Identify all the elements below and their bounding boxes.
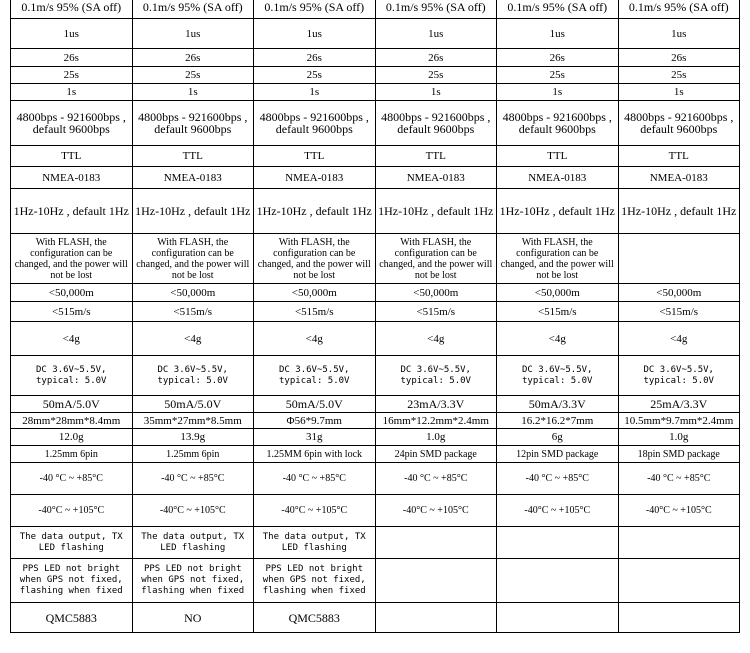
spec-cell-col-6: <50,000m	[618, 284, 740, 302]
spec-cell-col-6	[618, 559, 740, 603]
spec-cell-col-6: 25s	[618, 67, 740, 84]
spec-cell-col-5: -40 °C ~ +85°C	[497, 463, 619, 495]
spec-cell-col-2: -40 °C ~ +85°C	[132, 463, 254, 495]
spec-cell-col-3: 26s	[254, 49, 376, 67]
spec-cell-col-2: 1Hz-10Hz , default 1Hz	[132, 189, 254, 234]
spec-cell-col-3: <515m/s	[254, 302, 376, 322]
spec-cell-col-1: The data output, TX LED flashing	[11, 527, 133, 559]
spec-cell-col-5: 4800bps - 921600bps , default 9600bps	[497, 101, 619, 146]
spec-cell-col-2: 13.9g	[132, 429, 254, 446]
spec-cell-col-6: 1us	[618, 19, 740, 49]
spec-cell-col-1: QMC5883	[11, 603, 133, 633]
spec-cell-col-1: 25s	[11, 67, 133, 84]
spec-cell-col-1: 1s	[11, 84, 133, 101]
spec-table-body	[11, 0, 740, 633]
spec-cell-col-5: 1Hz-10Hz , default 1Hz	[497, 189, 619, 234]
spec-row	[11, 84, 740, 101]
spec-cell-col-4: 0.1m/s 95% (SA off)	[375, 0, 497, 19]
spec-cell-col-5: 25s	[497, 67, 619, 84]
spec-cell-col-6: -40 °C ~ +85°C	[618, 463, 740, 495]
spec-cell-col-4: 16mm*12.2mm*2.4mm	[375, 413, 497, 429]
spec-cell-col-2: 1.25mm 6pin	[132, 446, 254, 463]
spec-cell-col-3: 1us	[254, 19, 376, 49]
spec-cell-col-6: 1Hz-10Hz , default 1Hz	[618, 189, 740, 234]
spec-cell-col-2: NMEA-0183	[132, 167, 254, 189]
spec-cell-col-2: 25s	[132, 67, 254, 84]
spec-cell-col-4: <50,000m	[375, 284, 497, 302]
spec-cell-col-2: 0.1m/s 95% (SA off)	[132, 0, 254, 19]
spec-cell-col-5	[497, 603, 619, 633]
spec-cell-col-1: 1us	[11, 19, 133, 49]
spec-cell-col-4: 24pin SMD package	[375, 446, 497, 463]
spec-cell-col-4	[375, 527, 497, 559]
spec-cell-col-1: DC 3.6V~5.5V, typical: 5.0V	[11, 356, 133, 396]
spec-cell-col-1: -40°C ~ +105°C	[11, 495, 133, 527]
spec-row	[11, 396, 740, 413]
spec-row	[11, 302, 740, 322]
spec-cell-col-3: 31g	[254, 429, 376, 446]
spec-cell-col-3: DC 3.6V~5.5V, typical: 5.0V	[254, 356, 376, 396]
spec-cell-col-5: 1us	[497, 19, 619, 49]
spec-cell-col-4: <515m/s	[375, 302, 497, 322]
spec-row	[11, 284, 740, 302]
spec-cell-col-4: NMEA-0183	[375, 167, 497, 189]
spec-cell-col-6	[618, 234, 740, 284]
spec-cell-col-6: 26s	[618, 49, 740, 67]
spec-cell-col-6: 25mA/3.3V	[618, 396, 740, 413]
spec-cell-col-5	[497, 559, 619, 603]
spec-cell-col-1: 4800bps - 921600bps , default 9600bps	[11, 101, 133, 146]
spec-cell-col-3: -40°C ~ +105°C	[254, 495, 376, 527]
spec-cell-col-3: NMEA-0183	[254, 167, 376, 189]
spec-cell-col-6	[618, 603, 740, 633]
spec-row	[11, 603, 740, 633]
spec-cell-col-2: 1s	[132, 84, 254, 101]
spec-row	[11, 234, 740, 284]
spec-row	[11, 356, 740, 396]
spec-cell-col-4: DC 3.6V~5.5V, typical: 5.0V	[375, 356, 497, 396]
spec-row	[11, 429, 740, 446]
spec-cell-col-3: 1s	[254, 84, 376, 101]
spec-cell-col-6: -40°C ~ +105°C	[618, 495, 740, 527]
spec-cell-col-6: 1.0g	[618, 429, 740, 446]
spec-row	[11, 19, 740, 49]
spec-cell-col-4: 1s	[375, 84, 497, 101]
spec-cell-col-2: The data output, TX LED flashing	[132, 527, 254, 559]
spec-cell-col-3: <4g	[254, 322, 376, 356]
spec-cell-col-1: PPS LED not bright when GPS not fixed, flashing when fixed	[11, 559, 133, 603]
spec-row	[11, 463, 740, 495]
spec-cell-col-1: <4g	[11, 322, 133, 356]
spec-cell-col-6: 4800bps - 921600bps , default 9600bps	[618, 101, 740, 146]
spec-cell-col-5: <4g	[497, 322, 619, 356]
spec-cell-col-2: -40°C ~ +105°C	[132, 495, 254, 527]
spec-cell-col-1: TTL	[11, 146, 133, 167]
spec-cell-col-2: 4800bps - 921600bps , default 9600bps	[132, 101, 254, 146]
spec-cell-col-3: 0.1m/s 95% (SA off)	[254, 0, 376, 19]
spec-cell-col-5: 1s	[497, 84, 619, 101]
spec-row	[11, 413, 740, 429]
spec-cell-col-1: 12.0g	[11, 429, 133, 446]
spec-cell-col-6: 18pin SMD package	[618, 446, 740, 463]
spec-cell-col-4	[375, 603, 497, 633]
spec-cell-col-2: PPS LED not bright when GPS not fixed, flashing when fixed	[132, 559, 254, 603]
spec-cell-col-2: 50mA/5.0V	[132, 396, 254, 413]
spec-cell-col-6: 10.5mm*9.7mm*2.4mm	[618, 413, 740, 429]
spec-cell-col-6: DC 3.6V~5.5V, typical: 5.0V	[618, 356, 740, 396]
spec-cell-col-4: 1.0g	[375, 429, 497, 446]
spec-row	[11, 67, 740, 84]
spec-cell-col-2: 1us	[132, 19, 254, 49]
spec-row	[11, 0, 740, 19]
spec-cell-col-2: <50,000m	[132, 284, 254, 302]
spec-cell-col-5: 50mA/3.3V	[497, 396, 619, 413]
spec-cell-col-6: TTL	[618, 146, 740, 167]
spec-cell-col-4: 26s	[375, 49, 497, 67]
spec-cell-col-4	[375, 559, 497, 603]
spec-row	[11, 101, 740, 146]
spec-cell-col-3: 1.25MM 6pin with lock	[254, 446, 376, 463]
spec-cell-col-5: 0.1m/s 95% (SA off)	[497, 0, 619, 19]
spec-cell-col-2: DC 3.6V~5.5V, typical: 5.0V	[132, 356, 254, 396]
spec-cell-col-2: With FLASH, the configuration can be changed, and the power will not be lost	[132, 234, 254, 284]
spec-row	[11, 167, 740, 189]
spec-cell-col-5	[497, 527, 619, 559]
spec-cell-col-1: 50mA/5.0V	[11, 396, 133, 413]
spec-cell-col-3: 1Hz-10Hz , default 1Hz	[254, 189, 376, 234]
spec-cell-col-5: 12pin SMD package	[497, 446, 619, 463]
spec-cell-col-4: With FLASH, the configuration can be changed, and the power will not be lost	[375, 234, 497, 284]
spec-cell-col-6: <4g	[618, 322, 740, 356]
spec-cell-col-5: 16.2*16.2*7mm	[497, 413, 619, 429]
spec-cell-col-1: <515m/s	[11, 302, 133, 322]
spec-cell-col-4: <4g	[375, 322, 497, 356]
spec-cell-col-4: -40°C ~ +105°C	[375, 495, 497, 527]
spec-cell-col-2: 35mm*27mm*8.5mm	[132, 413, 254, 429]
spec-cell-col-5: NMEA-0183	[497, 167, 619, 189]
spec-cell-col-4: 25s	[375, 67, 497, 84]
spec-cell-col-4: -40 °C ~ +85°C	[375, 463, 497, 495]
spec-cell-col-2: <515m/s	[132, 302, 254, 322]
spec-cell-col-3: -40 °C ~ +85°C	[254, 463, 376, 495]
spec-cell-col-5: <515m/s	[497, 302, 619, 322]
spec-cell-col-4: 4800bps - 921600bps , default 9600bps	[375, 101, 497, 146]
spec-cell-col-2: 26s	[132, 49, 254, 67]
spec-cell-col-1: 0.1m/s 95% (SA off)	[11, 0, 133, 19]
spec-cell-col-5: -40°C ~ +105°C	[497, 495, 619, 527]
spec-cell-col-2: NO	[132, 603, 254, 633]
spec-cell-col-3: Φ56*9.7mm	[254, 413, 376, 429]
spec-cell-col-6: 0.1m/s 95% (SA off)	[618, 0, 740, 19]
spec-cell-col-4: 23mA/3.3V	[375, 396, 497, 413]
spec-cell-col-1: NMEA-0183	[11, 167, 133, 189]
spec-cell-col-5: TTL	[497, 146, 619, 167]
spec-cell-col-4: TTL	[375, 146, 497, 167]
spec-row	[11, 495, 740, 527]
spec-cell-col-1: 26s	[11, 49, 133, 67]
spec-cell-col-3: The data output, TX LED flashing	[254, 527, 376, 559]
spec-cell-col-2: TTL	[132, 146, 254, 167]
spec-row	[11, 527, 740, 559]
spec-cell-col-1: 1.25mm 6pin	[11, 446, 133, 463]
spec-cell-col-5: DC 3.6V~5.5V, typical: 5.0V	[497, 356, 619, 396]
spec-row	[11, 146, 740, 167]
spec-cell-col-1: -40 °C ~ +85°C	[11, 463, 133, 495]
gps-module-spec-table	[10, 0, 740, 633]
spec-cell-col-1: 28mm*28mm*8.4mm	[11, 413, 133, 429]
spec-row	[11, 322, 740, 356]
spec-cell-col-3: TTL	[254, 146, 376, 167]
spec-cell-col-3: PPS LED not bright when GPS not fixed, flashing when fixed	[254, 559, 376, 603]
spec-cell-col-1: <50,000m	[11, 284, 133, 302]
spec-cell-col-5: <50,000m	[497, 284, 619, 302]
spec-cell-col-2: <4g	[132, 322, 254, 356]
spec-cell-col-5: With FLASH, the configuration can be changed, and the power will not be lost	[497, 234, 619, 284]
spec-cell-col-6: <515m/s	[618, 302, 740, 322]
spec-cell-col-4: 1us	[375, 19, 497, 49]
spec-cell-col-3: 25s	[254, 67, 376, 84]
spec-row	[11, 49, 740, 67]
spec-cell-col-3: 50mA/5.0V	[254, 396, 376, 413]
spec-row	[11, 559, 740, 603]
spec-cell-col-1: With FLASH, the configuration can be changed, and the power will not be lost	[11, 234, 133, 284]
spec-row	[11, 446, 740, 463]
spec-cell-col-5: 26s	[497, 49, 619, 67]
spec-cell-col-5: 6g	[497, 429, 619, 446]
spec-cell-col-6	[618, 527, 740, 559]
spec-cell-col-3: With FLASH, the configuration can be changed, and the power will not be lost	[254, 234, 376, 284]
spec-cell-col-3: QMC5883	[254, 603, 376, 633]
spec-cell-col-6: 1s	[618, 84, 740, 101]
spec-row	[11, 189, 740, 234]
spec-cell-col-3: <50,000m	[254, 284, 376, 302]
spec-cell-col-1: 1Hz-10Hz , default 1Hz	[11, 189, 133, 234]
spec-cell-col-3: 4800bps - 921600bps , default 9600bps	[254, 101, 376, 146]
spec-cell-col-6: NMEA-0183	[618, 167, 740, 189]
spec-cell-col-4: 1Hz-10Hz , default 1Hz	[375, 189, 497, 234]
